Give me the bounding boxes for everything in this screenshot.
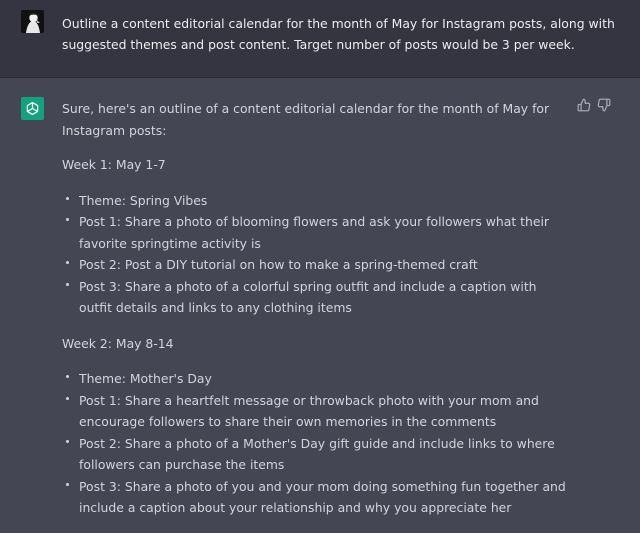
week-heading: Week 2: May 8-14 [62, 335, 174, 351]
openai-logo-icon [25, 101, 40, 116]
user-message-text: Outline a content editorial calendar for the month of May for Instagram posts, along with suggested themes and post content. Target number of posts would be 3 per week. [62, 16, 615, 52]
user-message-row [0, 0, 640, 78]
thumbs-up-icon[interactable] [577, 98, 591, 112]
feedback-buttons [577, 98, 611, 112]
user-avatar [21, 10, 44, 33]
list-item: Post 3: Share a photo of you and your mom doing something fun together and include a caption about your relationship and why you appreciate her [62, 476, 572, 519]
assistant-message-body [62, 98, 572, 533]
assistant-message-row [0, 78, 640, 531]
thumbs-down-icon[interactable] [597, 98, 611, 112]
user-avatar-image [21, 10, 44, 33]
week-heading: Week 1: May 1-7 [62, 157, 166, 172]
list-item: Post 1: Share a photo of blooming flowers and ask your followers what their favorite springtime activity is [62, 211, 572, 254]
week-item-list [62, 190, 572, 319]
list-item: Theme: Mother's Day [62, 368, 572, 390]
list-item: Post 3: Share a photo of a colorful spring outfit and include a caption with outfit details and links to any clothing items [62, 276, 572, 319]
list-item: Theme: Spring Vibes [62, 190, 572, 212]
list-item: Post 2: Share a photo of a Mother's Day gift guide and include links to where followers can purchase the items [62, 433, 572, 476]
list-item: Post 2: Post a DIY tutorial on how to make a spring-themed craft [62, 254, 572, 276]
week-item-list [62, 368, 572, 519]
assistant-intro: Sure, here's an outline of a content editorial calendar for the month of May for Instagram posts: [62, 101, 550, 138]
assistant-avatar [21, 97, 44, 120]
list-item: Post 1: Share a heartfelt message or throwback photo with your mom and encourage followers to share their own memories in the comments [62, 390, 572, 433]
